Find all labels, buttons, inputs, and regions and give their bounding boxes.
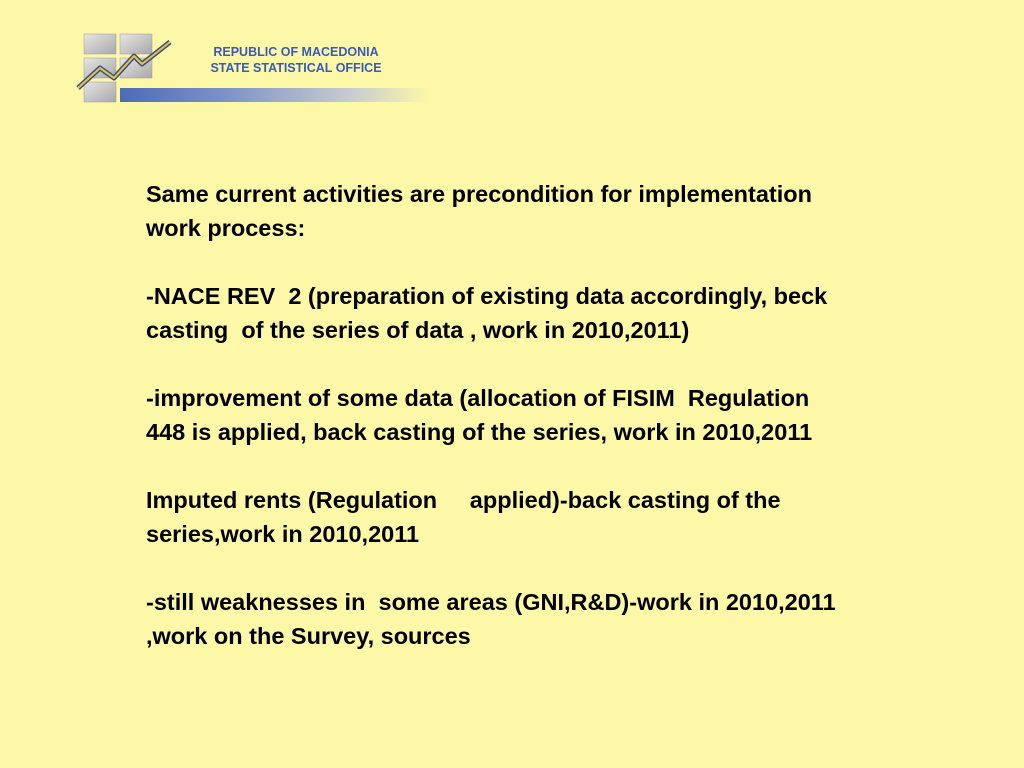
body-paragraph-4: Imputed rents (Regulation applied)-back casting of the series,work in 2010,2011 <box>146 487 781 547</box>
org-name-line-2: STATE STATISTICAL OFFICE <box>210 61 382 75</box>
body-paragraph-3: -improvement of some data (allocation of FISIM Regulation 448 is applied, back casting of the series, work in 2010,2011 <box>146 385 813 445</box>
header-gradient-band <box>120 88 430 102</box>
body-paragraph-2: -NACE REV 2 (preparation of existing data accordingly, beck casting of the series of data , work in 2010,2011) <box>146 283 828 343</box>
body-paragraph-1: Same current activities are precondition for implementation work process: <box>146 181 812 241</box>
org-name-line-1: REPUBLIC OF MACEDONIA <box>213 45 379 59</box>
body-paragraph-5: -still weaknesses in some areas (GNI,R&D)-work in 2010,2011 ,work on the Survey, sources <box>146 589 836 649</box>
slide-body <box>146 177 996 687</box>
organization-name <box>190 44 402 76</box>
